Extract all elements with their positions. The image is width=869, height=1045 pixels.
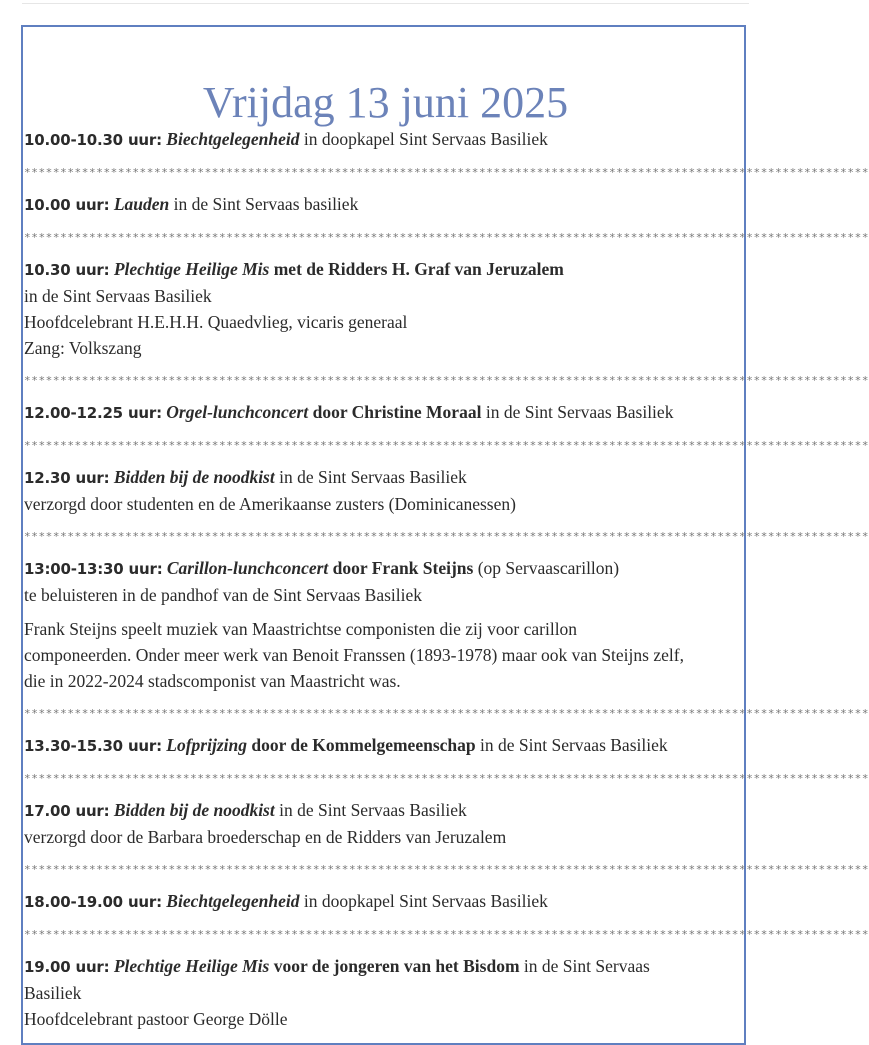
entry-location: in de Sint Servaas Basiliek: [274, 467, 467, 487]
entry-bold-detail: door Christine Moraal: [308, 402, 482, 422]
entry-heading: [24, 888, 784, 915]
program-entry: [24, 464, 784, 517]
asterisk-separator: *********************************************************************************************************************: [24, 166, 869, 179]
program-entry: [24, 126, 784, 153]
entry-event: Plechtige Heilige Mis: [113, 259, 270, 279]
entry-event: Biechtgelegenheid: [166, 129, 300, 149]
entry-location: (op Servaascarillon): [473, 558, 620, 578]
asterisk-separator: *********************************************************************************************************************: [24, 707, 869, 720]
entry-description: [24, 616, 784, 694]
entry-detail-line: Hoofdcelebrant H.E.H.H. Quaedvlieg, vicaris generaal: [24, 312, 408, 332]
entry-heading: [24, 555, 784, 582]
entry-time: 17.00 uur:: [24, 802, 110, 820]
entry-time: 13:00-13:30 uur:: [24, 560, 163, 578]
entry-detail-line: in de Sint Servaas Basiliek: [24, 286, 212, 306]
entry-time: 10.30 uur:: [24, 261, 110, 279]
program-entry: [24, 191, 784, 218]
entry-event: Lofprijzing: [166, 735, 247, 755]
program-list: [24, 126, 869, 1032]
program-entry: [24, 256, 784, 361]
entry-heading: [24, 464, 784, 491]
entry-heading: [24, 732, 784, 759]
entry-heading: [24, 399, 784, 426]
entry-heading: [24, 191, 784, 218]
description-line: die in 2022-2024 stadscomponist van Maastricht was.: [24, 671, 401, 691]
entry-heading: [24, 797, 784, 824]
entry-detail-line: te beluisteren in de pandhof van de Sint Servaas Basiliek: [24, 585, 423, 605]
entry-time: 12.00-12.25 uur:: [24, 404, 162, 422]
entry-bold-detail: met de Ridders H. Graf van Jeruzalem: [269, 259, 564, 279]
asterisk-separator: *********************************************************************************************************************: [24, 863, 869, 876]
entry-bold-detail: door de Kommelgemeenschap: [247, 735, 476, 755]
program-entry: [24, 732, 784, 759]
program-entry: [24, 888, 784, 915]
entry-heading: [24, 256, 784, 283]
entry-location: in doopkapel Sint Servaas Basiliek: [299, 891, 548, 911]
entry-location: in de Sint Servaas basiliek: [169, 194, 359, 214]
entry-location: in doopkapel Sint Servaas Basiliek: [299, 129, 548, 149]
top-divider: [22, 3, 749, 4]
program-entry: [24, 953, 784, 1032]
entry-heading: [24, 953, 784, 980]
description-line: Frank Steijns speelt muziek van Maastrichtse componisten die zij voor carillon: [24, 619, 578, 639]
entry-location: in de Sint Servaas Basiliek: [274, 800, 467, 820]
program-entry: [24, 797, 784, 850]
asterisk-separator: *********************************************************************************************************************: [24, 928, 869, 941]
entry-detail-line: Hoofdcelebrant pastoor George Dölle: [24, 1009, 288, 1029]
entry-heading: [24, 126, 784, 153]
entry-location: in de Sint Servaas Basiliek: [481, 402, 674, 422]
entry-detail-line: verzorgd door studenten en de Amerikaanse zusters (Dominicanessen): [24, 494, 516, 514]
entry-event: Lauden: [113, 194, 170, 214]
entry-event: Orgel-lunchconcert: [166, 402, 309, 422]
program-entry: [24, 399, 784, 426]
entry-event: Bidden bij de noodkist: [113, 467, 275, 487]
asterisk-separator: *********************************************************************************************************************: [24, 439, 869, 452]
asterisk-separator: *********************************************************************************************************************: [24, 772, 869, 785]
entry-bold-detail: voor de jongeren van het Bisdom: [269, 956, 520, 976]
entry-location: in de Sint Servaas Basiliek: [475, 735, 668, 755]
description-line: componeerden. Onder meer werk van Benoit Franssen (1893-1978) maar ook van Steijns zelf,: [24, 645, 684, 665]
entry-time: 13.30-15.30 uur:: [24, 737, 162, 755]
asterisk-separator: *********************************************************************************************************************: [24, 374, 869, 387]
entry-time: 19.00 uur:: [24, 958, 110, 976]
program-entry: [24, 555, 784, 694]
entry-event: Bidden bij de noodkist: [113, 800, 275, 820]
entry-event: Plechtige Heilige Mis: [113, 956, 270, 976]
asterisk-separator: *********************************************************************************************************************: [24, 231, 869, 244]
entry-time: 10.00-10.30 uur:: [24, 131, 162, 149]
entry-bold-detail: door Frank Steijns: [328, 558, 474, 578]
entry-event: Carillon-lunchconcert: [166, 558, 329, 578]
entry-detail-line: Zang: Volkszang: [24, 338, 142, 358]
entry-detail-line: verzorgd door de Barbara broederschap en de Ridders van Jeruzalem: [24, 827, 507, 847]
page-title: Vrijdag 13 juni 2025: [202, 78, 569, 128]
entry-location: in de Sint Servaas: [519, 956, 650, 976]
entry-time: 12.30 uur:: [24, 469, 110, 487]
entry-time: 10.00 uur:: [24, 196, 110, 214]
entry-detail-line: Basiliek: [24, 983, 82, 1003]
entry-event: Biechtgelegenheid: [166, 891, 300, 911]
entry-time: 18.00-19.00 uur:: [24, 893, 162, 911]
asterisk-separator: *********************************************************************************************************************: [24, 530, 869, 543]
